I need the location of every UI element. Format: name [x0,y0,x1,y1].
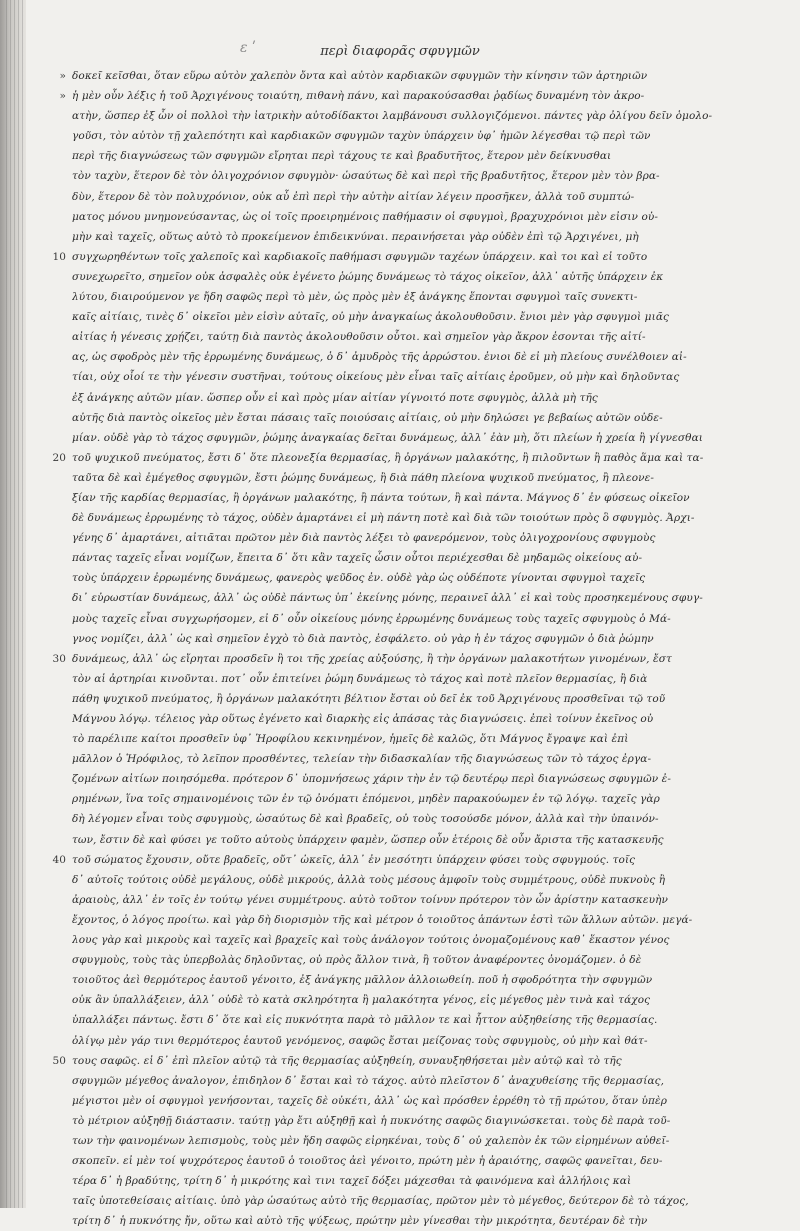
line-text: ταῖς ὑποτεθείσαις αἰτίαις. ὑπὸ γὰρ ὡσαύτως αὐτὸ τῆς θερμασίας, πρῶτον μὲν τὸ μέγεθος, δεύτερον δὲ τὸ τάχος, [72,1195,689,1208]
line-text: συνεχωρεῖτο, σημεῖον οὐκ ἀσφαλὲς οὐκ ἐγένετο ῥώμης δυνάμεως τὸ τάχος οἰκεῖον, ἀλλ᾽ αὐτῆς ὑπάρχειν ἐκ [72,270,664,283]
line-text: δυνάμεως, ἀλλ᾽ ὡς εἴρηται προσδεῖν ἢ τοι τῆς χρείας αὐξούσης, ἢ τὴν ὀργάνων μαλακοτήτων γινομένων, ἔστ [72,652,672,665]
text-line [44,1051,774,1071]
line-text: δοκεῖ κεῖσθαι, ὅταν εὕρω αὐτὸν χαλεπὸν ὄντα καὶ αὐτὸν καρδιακῶν σφυγμῶν τὴν κίνησιν τῶν ἀρτηριῶν [72,70,648,82]
text-line [44,649,774,669]
line-text: ἀραιοὺς, ἀλλ᾽ ἐν τοῖς ἐν τούτῳ γένει συμμέτρους. αὐτὸ τοῦτον τοίνυν πρότερον τὸν ὧν ἀρίστην κατασκευὴν [72,893,668,906]
line-text: λύτου, διαιρούμενον γε ἤδη σαφῶς περὶ τὸ μὲν, ὡς πρὸς μὲν ἐξ ἀνάγκης ἕπονται σφυγμοὶ ταῖς συνεκτι- [72,291,638,304]
line-text: γνος νομίζει, ἀλλ᾽ ὡς καὶ σημεῖον ἐγχὸ τὸ διὰ παντὸς, ἐσφάλετο. οὐ γὰρ ἡ ἐν τάχος σφυγμῶν ὁ διὰ ῥώμην [72,632,654,645]
text-line [44,970,774,990]
text-line [44,789,774,809]
text-block [44,66,774,1231]
line-number: 50 [52,1054,66,1067]
line-text: πάντας ταχεῖς εἶναι νομίζων, ἔπειτα δ᾽ ὅτι κἂν ταχεῖς ὦσιν οὗτοι περιέχεσθαι δὲ μηδαμῶς οἰκείους αὐ- [72,552,643,565]
text-line [44,568,774,588]
text-line [44,1131,774,1151]
text-line [44,307,774,327]
top-mark: ε ʹ [240,40,256,56]
text-line [44,247,774,267]
line-text: περὶ τῆς διαγνώσεως τῶν σφυγμῶν εἴρηται περὶ τάχους τε καὶ βραδυτῆτος, ἕτερον μὲν δείκνυσθαι [72,150,612,163]
line-text: ατὴν, ὥσπερ ἐξ ὧν οἱ πολλοὶ τὴν ἰατρικὴν αὐτοδίδακτοι λαμβάνουσι συλλογιζόμενοι. πάντες γὰρ ὀλίγου δεῖν ὁμολο- [72,110,713,123]
text-line [44,468,774,488]
line-text: δι᾽ εὐρωστίαν δυνάμεως, ἀλλ᾽ ὡς οὐδὲ πάντως ὑπ᾽ ἐκείνης μόνης, περαινεῖ ἀλλ᾽ εἰ καὶ τοὺς προσηκεμένους σφυγ- [72,592,703,605]
line-text: ματος μόνου μνημονεύσαντας, ὡς οἱ τοῖς προειρημένοις παθήμασιν οἱ σφυγμοὶ, βραχυχρόνιοι μὲν εἰσιν οὐ- [72,210,659,223]
line-text: ἡ μὲν οὖν λέξις ἡ τοῦ Ἀρχιγένους τοιαύτη, πιθανὴ πάνυ, καὶ παρακούσασθαι ῥᾳδίως δυναμένη τὸν ἀκρο- [72,90,645,103]
line-text: ζομένων αἰτίων ποιησόμεθα. πρότερον δ᾽ ὑπομνήσεως χάριν τὴν ἐν τῷ δευτέρῳ περὶ διαγνώσεως σφυγμῶν ἐ- [72,773,672,786]
text-line [44,146,774,166]
running-head: περὶ διαφορᾶς σφυγμῶν [320,44,480,59]
text-line [44,267,774,287]
line-text: τους σαφῶς. εἰ δ᾽ ἐπὶ πλεῖον αὐτῷ τὰ τῆς θερμασίας αὐξηθείη, συναυξηθήσεται μὲν αὐτῷ καὶ τὸ τῆς [72,1054,622,1067]
line-number: 40 [52,853,66,866]
text-line [44,709,774,729]
text-line [44,1211,774,1231]
text-line [44,669,774,689]
line-text: ἔχοντος, ὁ λόγος προίτω. καὶ γὰρ δὴ διορισμὸν τῆς καὶ μέτρον ὁ τοιοῦτος ἁπάντων ἐστὶ τῶν ἄλλων αὐτῶν. μεγά- [72,913,693,926]
text-line [44,749,774,769]
line-text: δ᾽ αὐτοῖς τούτοις οὐδὲ μεγάλους, οὐδὲ μικρούς, ἀλλὰ τοὺς μέσους ἀμφοῖν τοὺς συμμέτρους, οὐδὲ πυκνοὺς ἢ [72,873,666,886]
line-text: σφυγμῶν μέγεθος ἀναλογον, ἐπιδηλον δ᾽ ἔσται καὶ τὸ τάχος. αὐτὸ πλεῖστον δ᾽ ἀναχυθείσης τῆς θερμασίας, [72,1074,665,1087]
line-text: λους γὰρ καὶ μικροὺς καὶ ταχεῖς καὶ βραχεῖς καὶ τοὺς ἀνάλογον τούτοις ὀνομαζομένους καθ᾽ ἕκαστον γένος [72,934,670,947]
text-line [44,1171,774,1191]
line-text: τοὺς ὑπάρχειν ἐρρωμένης δυνάμεως, φανερὸς ψεῦδος ἐν. οὐδὲ γὰρ ὡς οὐδέποτε γίνονται σφυγμοὶ ταχεῖς [72,572,646,585]
line-text: καῖς αἰτίαις, τινὲς δ᾽ οἰκεῖοι μὲν εἰσὶν αὐταῖς, οὐ μὴν ἀναγκαίως ἀκολουθοῦσιν. ἔνιοι μὲν γὰρ σφυγμοὶ μιᾶς [72,311,669,324]
text-line [44,729,774,749]
text-line [44,408,774,428]
line-text: τρίτη δ᾽ ἡ πυκνότης ἤν, οὕτω καὶ αὐτὸ τῆς ψύξεως, πρώτην μὲν γίνεσθαι τὴν μικρότητα, δευτέραν δὲ τὴν [72,1215,648,1228]
text-line [44,910,774,930]
line-text: μᾶλλον ὁ Ἡρόφιλος, τὸ λεῖπον προσθέντες, τελείαν τὴν διδασκαλίαν τῆς διαγνώσεως τῶν τὸ τάχος ἐργα- [72,753,652,766]
line-text: ξίαν τῆς καρδίας θερμασίας, ἢ ὀργάνων μαλακότης, ἢ πάντα τούτων, ἢ καὶ πάντα. Μάγνος δ᾽ ἐν φύσεως οἰκεῖον [72,491,690,504]
text-line [44,448,774,468]
line-text: ἐξ ἀνάγκης αὐτῶν μίαν. ὥσπερ οὖν εἰ καὶ πρὸς μίαν αἰτίαν γίγνοιτό ποτε σφυγμὸς, ἀλλὰ μὴ τῆς [72,391,598,404]
line-number: » [59,70,66,82]
line-text: δὺν, ἕτερον δὲ τὸν πολυχρόνιον, οὐκ αὖ ἐπὶ περὶ τὴν αὐτὴν αἰτίαν λέγειν προσῆκεν, ἀλλὰ τοῦ συμπτώ- [72,190,635,203]
line-number: » [59,90,66,103]
text-line [44,588,774,608]
line-text: τοιοῦτος ἀεὶ θερμότερος ἑαυτοῦ γένοιτο, ἐξ ἀνάγκης μᾶλλον ἀλλοιωθείη. ποῦ ἡ σφοδρότητα τὴν σφυγμῶν [72,974,653,987]
line-text: τὸ μέτριον αὐξηθῇ διάστασιν. ταύτῃ γὰρ ἔτι αὐξηθῇ καὶ ἡ πυκνότης σαφῶς διαγινώσκεται. τοὺς δὲ παρὰ τοῦ- [72,1114,671,1127]
line-text: τὸν ταχὺν, ἕτερον δὲ τὸν ὀλιγοχρόνιον σφυγμὸν· ὡσαύτως δὲ καὶ περὶ τῆς βραδυτῆτος, ἕτερον μὲν τὸν βρα- [72,170,660,183]
text-line [44,1111,774,1131]
line-text: τὸ παρέλιπε καίτοι προσθεῖν ὑφ᾽ Ἡροφίλου κεκινημένον, ἡμεῖς δὲ καλῶς, ὅτι Μάγνος ἔγραψε καὶ ἐπὶ [72,733,629,746]
text-line [44,629,774,649]
text-line [44,548,774,568]
line-text: ταῦτα δὲ καὶ ἐμέγεθος σφυγμῶν, ἔστι ῥώμης δυνάμεως, ἢ διὰ πάθη πλείονα ψυχικοῦ πνεύματος, ἢ πλεονε- [72,471,655,484]
line-text: ας, ὡς σφοδρὸς μὲν τῆς ἐρρωμένης δυνάμεως, ὁ δ᾽ ἀμυδρὸς τῆς ἀρρώστου. ἐνιοι δὲ εἰ μὴ πλείους συνέλθοιεν αἰ- [72,351,687,364]
line-text: αὐτῆς διὰ παντὸς οἰκεῖος μὲν ἔσται πάσαις ταῖς ποιούσαις αἰτίαις, οὐ μὴν δηλώσει γε βεβαίως αὐτῶν οὐδε- [72,411,663,424]
text-line [44,609,774,629]
line-text: μέγιστοι μὲν οἱ σφυγμοὶ γενήσονται, ταχεῖς δὲ οὐκέτι, ἀλλ᾽ ὡς καὶ πρόσθεν ἐρρέθη τὸ τῇ πρώτου, ὅταν ὑπὲρ [72,1094,667,1107]
text-line [44,1010,774,1030]
text-line [44,327,774,347]
line-text: τοῦ ψυχικοῦ πνεύματος, ἔστι δ᾽ ὅτε πλεονεξία θερμασίας, ἢ ὀργάνων μαλακότης, ἢ πιλοῦντων ἢ παθὸς ἅμα καὶ τα- [72,451,704,464]
line-text: δὲ δυνάμεως ἐρρωμένης τὸ τάχος, οὐδὲν ἁμαρτάνει εἰ μὴ πάντη ποτὲ καὶ διὰ τῶν τοιούτων πρὸς ὃ σφυγμὸς. Ἀρχι- [72,512,695,525]
text-line [44,830,774,850]
text-line [44,367,774,387]
line-number: 30 [52,652,66,665]
text-line [44,809,774,829]
text-line [44,287,774,307]
text-line [44,1071,774,1091]
line-text: τὸν αἱ ἀρτηρίαι κινοῦνται. ποτ᾽ οὖν ἐπιτείνει ῥώμη δυνάμεως τὸ τάχος καὶ ποτὲ πλεῖον θερμασίας, ἢ διὰ [72,672,648,685]
text-line [44,1151,774,1171]
text-line [44,769,774,789]
line-text: γένης δ᾽ ἁμαρτάνει, αἰτιᾶται πρῶτον μὲν διὰ παντὸς λέξει τὸ φανερόμενον, τοὺς ὀλιγοχρονίους σφυγμοὺς [72,532,656,545]
line-text: μίαν. οὐδὲ γὰρ τὸ τάχος σφυγμῶν, ῥώμης ἀναγκαίας δεῖται δυνάμεως, ἀλλ᾽ ἐὰν μὴ, ὅτι πλείων ἡ χρεία ἢ γίγνεσθαι [72,431,703,444]
line-text: των τὴν φαινομένων λεπισμοὺς, τοὺς μὲν ἤδη σαφῶς εἰρηκέναι, τοὺς δ᾽ οὐ χαλεπὸν ἐκ τῶν εἰρημένων αὐθεῖ- [72,1134,670,1147]
line-text: Μάγνου λόγῳ. τέλειος γὰρ οὕτως ἐγένετο καὶ διαρκὴς εἰς ἁπάσας τὰς διαγνώσεις. ἐπεὶ τοίνυν ἐκεῖνος οὐ [72,713,654,725]
line-text: μοὺς ταχεῖς εἶναι συγχωρήσομεν, εἰ δ᾽ οὖν οἰκείους μόνης ἐρρωμένης δυνάμεως τοὺς ταχεῖς σφυγμοὺς ὁ Μά- [72,612,671,625]
text-line [44,166,774,186]
page-edge-lines [6,0,24,1208]
line-text: σφυγμοὺς, τοὺς τὰς ὑπερβολὰς δηλοῦντας, οὐ πρὸς ἄλλον τινὰ, ἢ τοῦτον ἀναφέροντες ὀνομάζομεν. ὁ δὲ [72,954,642,967]
text-line [44,508,774,528]
text-line [44,66,774,86]
line-text: ρημένων, ἵνα τοῖς σημαινομένοις τῶν ἐν τῷ ὀνόματι ἑπόμενοι, μηδὲν παρακούωμεν ἐν τῷ λόγῳ. ταχεῖς γὰρ [72,793,660,806]
text-line [44,990,774,1010]
line-text: πάθη ψυχικοῦ πνεύματος, ἢ ὀργάνων μαλακότητι βέλτιον ἔσται οὐ δεῖ ἐκ τοῦ Ἀρχιγένους προσθεῖναι τῷ τοῦ [72,692,666,705]
text-line [44,1091,774,1111]
text-line [44,1191,774,1211]
line-text: τίαι, οὐχ οἷοί τε τὴν γένεσιν συστῆναι, τούτους οἰκείους μὲν εἶναι ταῖς αἰτίαις ἐροῦμεν, οὐ μὴν καὶ δηλοῦντας [72,371,680,384]
line-text: ὀλίγῳ μὲν γάρ τινι θερμότερος ἑαυτοῦ γενόμενος, σαφῶς ἔσται μείζονας τοὺς σφυγμοὺς, οὐ μὴν καὶ θάτ- [72,1034,648,1047]
text-line [44,388,774,408]
line-text: τέρα δ᾽ ἡ βραδύτης, τρίτη δ᾽ ἡ μικρότης καὶ τινι ταχεῖ δόξει μάχεσθαι τὰ φαινόμενα καὶ ἀλλήλοις καὶ [72,1175,632,1188]
line-text: των, ἔστιν δὲ καὶ φύσει γε τοῦτο αὐτοὺς ὑπάρχειν φαμὲν, ὥσπερ οὖν ἑτέροις δὲ οὖν ἄριστα τῆς κατασκευῆς [72,833,664,846]
line-text: οὐκ ἂν ὑπαλλάξειεν, ἀλλ᾽ οὐδὲ τὸ κατὰ σκληρότητα ἢ μαλακότητα γένος, εἰς μέγεθος μὲν τινὰ καὶ τάχος [72,994,651,1007]
line-text: τοῦ σώματος ἔχουσιν, οὔτε βραδεῖς, οὔτ᾽ ὠκεῖς, ἀλλ᾽ ἐν μεσότητι ὑπάρχειν φύσει τοὺς σφυγμούς. τοῖς [72,853,636,866]
line-text: γοῦσι, τὸν αὐτὸν τῇ χαλεπότητι καὶ καρδιακῶν σφυγμῶν ταχὺν ὑπάρχειν ὑφ᾽ ἡμῶν λέγεσθαι τῷ περὶ τῶν [72,130,651,143]
text-line [44,227,774,247]
text-line [44,870,774,890]
text-line [44,86,774,106]
text-line [44,106,774,126]
text-line [44,347,774,367]
text-line [44,528,774,548]
text-line [44,950,774,970]
line-text: συγχωρηθέντων τοῖς χαλεποῖς καὶ καρδιακοῖς παθήμασι σφυγμῶν ταχέων ὑπάρχειν. καὶ τοι καὶ εἰ τοῦτο [72,250,648,263]
line-text: μὴν καὶ ταχεῖς, οὕτως αὐτὸ τὸ προκείμενον ἐπιδεικνύναι. περαινήσεται γὰρ οὐδὲν ἐπὶ τῷ Ἀρχιγένει, μὴ [72,230,639,243]
line-number: 10 [52,250,66,263]
line-number: 20 [52,451,66,464]
text-line [44,890,774,910]
text-line [44,126,774,146]
line-text: ὑπαλλάξει πάντως. ἔστι δ᾽ ὅτε καὶ εἰς πυκνότητα παρὰ τὸ μᾶλλον τε καὶ ἧττον αὐξηθείσης τῆς θερμασίας. [72,1014,658,1027]
text-line [44,850,774,870]
text-line [44,930,774,950]
line-text: σκοπεῖν. εἰ μὲν τοί ψυχρότερος ἑαυτοῦ ὁ τοιοῦτος ἀεὶ γένοιτο, πρώτη μὲν ἡ ἀραιότης, σαφῶς φανεῖται, δευ- [72,1155,663,1168]
line-text: δὴ λέγομεν εἶναι τοὺς σφυγμοὺς, ὡσαύτως δὲ καὶ βραδεῖς, οὐ τοὺς τοσούσδε μόνον, ἀλλὰ καὶ τὴν ὑπαινόν- [72,813,659,826]
text-line [44,187,774,207]
line-text: αἰτίας ἡ γένεσις χρῄζει, ταύτῃ διὰ παντὸς ἀκολουθοῦσιν οὗτοι. καὶ σημεῖον γὰρ ἄκρον ἐσονται τῆς αἰτί- [72,331,646,344]
page-gutter-shadow [0,0,26,1208]
text-line [44,689,774,709]
text-line [44,428,774,448]
text-line [44,488,774,508]
text-line [44,207,774,227]
text-line [44,1031,774,1051]
